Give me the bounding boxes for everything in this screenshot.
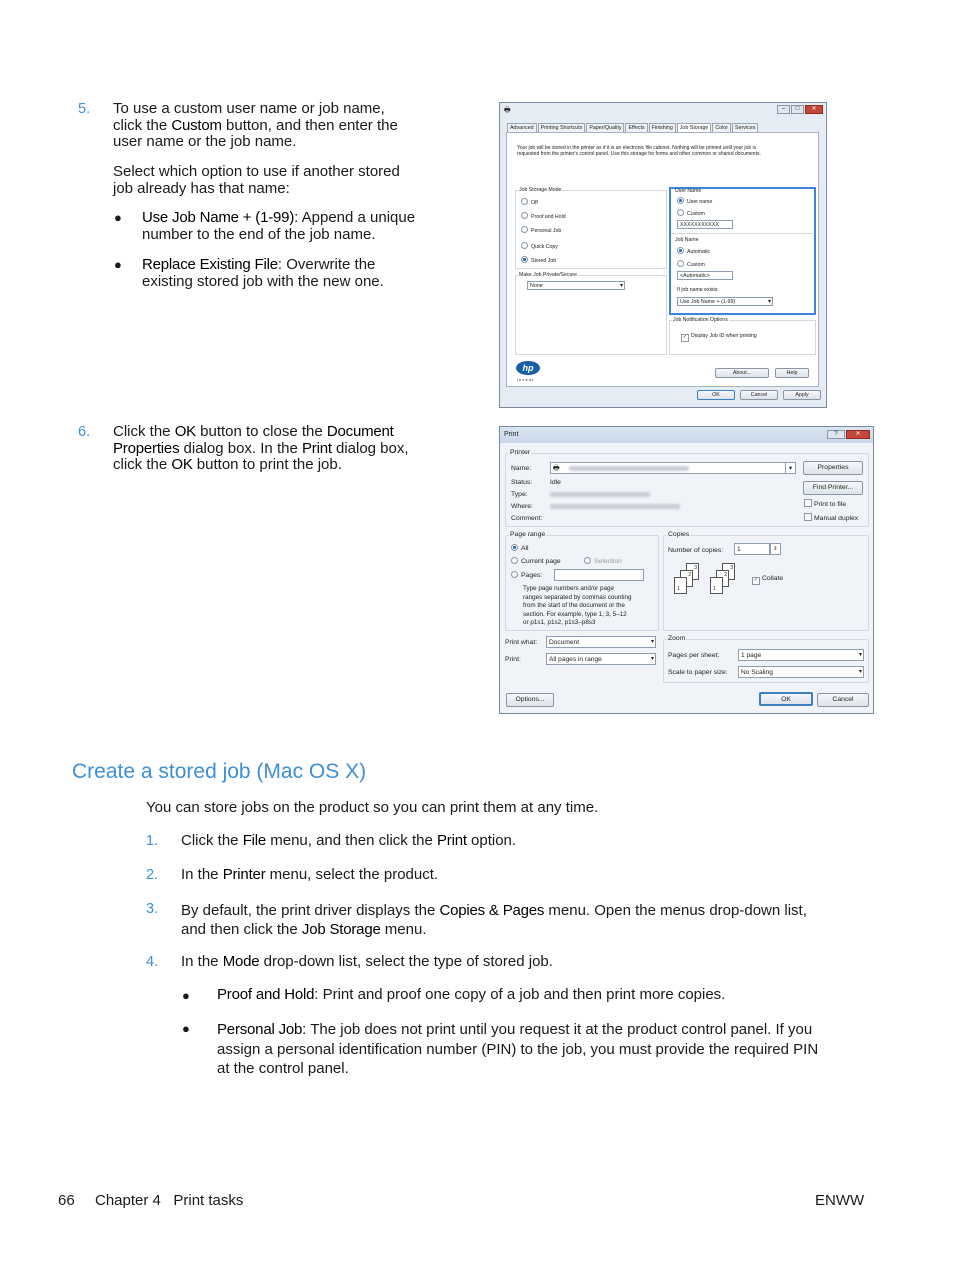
bullet-icon: ● — [182, 1021, 190, 1036]
range-current-radio[interactable]: Current page — [511, 557, 561, 565]
step-number: 4. — [146, 954, 159, 970]
tab-paper-quality[interactable]: Paper/Quality — [586, 123, 624, 132]
zoom-group: Zoom — [663, 639, 869, 683]
step-text: To use a custom user name or job name, click the Custom button, and then enter the user name or the job name. — [113, 100, 398, 150]
bullet-item: Proof and Hold: Print and proof one copy of a job and then print more copies. — [217, 986, 726, 1003]
ok-button[interactable]: OK — [759, 692, 813, 706]
user-name-label: User Name — [675, 188, 702, 194]
print-to-file-checkbox[interactable]: Print to file — [804, 499, 846, 508]
minimize-icon[interactable]: – — [777, 105, 790, 114]
collate-page-icon: 2 — [716, 570, 729, 587]
step-subtext: Select which option to use if another stored job already has that name: — [113, 163, 400, 197]
collate-page-icon: 3 — [686, 563, 699, 580]
pages-per-sheet-select[interactable]: 1 page ▾ — [738, 649, 864, 661]
bullet-icon: ● — [114, 210, 122, 225]
section-intro: You can store jobs on the product so you can print them at any time. — [146, 799, 599, 816]
scale-label: Scale to paper size: — [668, 669, 728, 676]
user-name-input[interactable]: XXXXXXXXXXX — [677, 220, 733, 229]
tab-printing-shortcuts[interactable]: Printing Shortcuts — [538, 123, 586, 132]
private-select[interactable]: None ▾ — [527, 281, 625, 290]
tab-strip — [507, 123, 758, 132]
pages-input[interactable] — [554, 569, 644, 581]
mode-off-radio[interactable]: Off — [521, 198, 538, 206]
divider — [671, 233, 813, 234]
step-number: 1. — [146, 833, 159, 849]
step-text: Click the OK button to close the Document Properties dialog box. In the Print dialog box, click the OK button to print the job. — [113, 423, 409, 473]
chevron-down-icon[interactable]: ▾ — [785, 462, 796, 474]
page-number: 66 — [58, 1192, 75, 1209]
display-job-id-checkbox[interactable]: ✓ Display Job ID when printing — [681, 333, 757, 342]
tab-advanced[interactable]: Advanced — [507, 123, 537, 132]
section-heading: Create a stored job (Mac OS X) — [72, 760, 367, 783]
copies-label: Number of copies: — [668, 547, 724, 554]
step-text: Click the File menu, and then click the Print option. — [181, 832, 517, 849]
bullet-item: Replace Existing File: Overwrite the existing stored job with the new one. — [142, 256, 384, 290]
step-text: In the Printer menu, select the product. — [181, 866, 439, 883]
private-group: Make Job Private/Secure — [515, 275, 667, 355]
step-number: 6. — [78, 424, 91, 440]
help-icon[interactable]: ? — [827, 430, 845, 439]
step-text: By default, the print driver displays the Copies & Pages menu. Open the menus drop-down list, and then click the Job Storage menu. — [181, 902, 807, 938]
print-select[interactable]: All pages in range ▾ — [546, 653, 656, 665]
job-name-label: Job Name — [675, 237, 699, 243]
range-pages-radio[interactable]: Pages: — [511, 571, 542, 579]
job-custom-radio[interactable]: Custom — [677, 260, 705, 268]
status-label: Status: — [511, 479, 533, 486]
collate-page-icon: 1 — [674, 577, 687, 594]
collate-page-icon: 1 — [710, 577, 723, 594]
page-range-group: Page range — [505, 535, 659, 631]
storage-mode-group: Job Storage Mode — [515, 190, 667, 269]
step-text: In the Mode drop-down list, select the type of stored job. — [181, 953, 553, 970]
tab-finishing[interactable]: Finishing — [649, 123, 676, 132]
where-label: Where: — [511, 503, 533, 510]
tab-job-storage[interactable]: Job Storage — [677, 123, 712, 132]
tab-effects[interactable]: Effects — [625, 123, 647, 132]
properties-button[interactable]: Properties — [803, 461, 863, 475]
collate-page-icon: 2 — [680, 570, 693, 587]
hp-logo-tagline: i n v e n t — [517, 377, 534, 382]
document-properties-screenshot — [499, 102, 827, 408]
title-bar — [500, 427, 873, 443]
hp-logo: hp — [516, 361, 540, 375]
cancel-button[interactable]: Cancel — [817, 693, 869, 707]
tab-color[interactable]: Color — [712, 123, 731, 132]
apply-button[interactable]: Apply — [783, 390, 821, 400]
cancel-button[interactable]: Cancel — [740, 390, 778, 400]
info-text: Your job will be stored in the printer as if it is an electronic file cabinet. Nothing will be printed until your job is requested from the printer's control panel. Use this storage for forms and other common or shared documents. — [517, 145, 761, 157]
status-value: Idle — [550, 479, 561, 486]
mode-quick-copy-radio[interactable]: Quick Copy — [521, 242, 558, 250]
bullet-item: Personal Job: The job does not print until you request it at the product control panel. If you assign a personal identification number (PIN) to the job, you must provide the required PIN at the control panel. — [217, 1021, 819, 1077]
manual-duplex-checkbox[interactable]: Manual duplex — [804, 513, 858, 522]
close-icon[interactable]: ✕ — [805, 105, 823, 114]
comment-label: Comment: — [511, 515, 543, 522]
scale-select[interactable]: No Scaling ▾ — [738, 666, 864, 678]
print-what-label: Print what: — [505, 639, 538, 646]
user-name-radio[interactable]: User name — [677, 197, 712, 205]
job-storage-panel — [506, 132, 819, 387]
notification-group: Job Notification Options — [669, 320, 816, 355]
about-button[interactable]: About... — [715, 368, 769, 378]
print-dialog-screenshot — [499, 426, 874, 714]
tab-services[interactable]: Services — [732, 123, 758, 132]
bullet-icon: ● — [114, 257, 122, 272]
printer-icon: 🖶 — [504, 107, 511, 114]
printer-icon: 🖶 — [553, 465, 560, 472]
options-button[interactable]: Options... — [506, 693, 554, 707]
mode-proof-hold-radio[interactable]: Proof and Hold — [521, 212, 566, 220]
window-controls — [827, 430, 870, 439]
range-all-radio[interactable]: All — [511, 544, 529, 552]
chapter-label: Chapter 4 Print tasks — [95, 1192, 244, 1209]
mode-stored-job-radio[interactable]: Stored Job — [521, 256, 556, 264]
job-automatic-radio[interactable]: Automatic — [677, 247, 710, 255]
type-value-blurred — [550, 491, 650, 498]
step-number: 3. — [146, 901, 159, 917]
window-controls — [777, 105, 823, 114]
copies-group: Copies — [663, 535, 869, 631]
collate-page-icon: 3 — [722, 563, 735, 580]
type-label: Type: — [511, 491, 528, 498]
pages-per-sheet-label: Pages per sheet: — [668, 652, 720, 659]
ui-term: Custom — [171, 116, 222, 134]
bullet-icon: ● — [182, 988, 190, 1003]
maximize-icon[interactable]: □ — [791, 105, 804, 114]
page-range-help: Type page numbers and/or page ranges separated by commas counting from the start of the document or the section. For example, type 1, 3, 5–12 or p1s1, p1s2, p1s3–p8s3 — [523, 585, 632, 626]
mode-personal-job-radio[interactable]: Personal Job — [521, 226, 561, 234]
copies-input[interactable]: 1 — [734, 543, 770, 555]
range-selection-radio[interactable]: Selection — [584, 557, 622, 565]
print-label: Print: — [505, 656, 521, 663]
printer-name-select[interactable] — [550, 462, 796, 474]
collate-checkbox[interactable]: ✓ Collate — [752, 575, 783, 585]
where-value-blurred — [550, 503, 680, 510]
close-icon[interactable]: ✕ — [846, 430, 870, 439]
print-what-select[interactable]: Document ▾ — [546, 636, 656, 648]
help-button[interactable]: Help — [775, 368, 809, 378]
bullet-item: Use Job Name + (1-99): Append a unique number to the end of the job name. — [142, 209, 416, 243]
step-number: 2. — [146, 867, 159, 883]
user-custom-radio[interactable]: Custom — [677, 209, 705, 217]
name-label: Name: — [511, 465, 532, 472]
copies-spinner-icon[interactable]: ⇕ — [770, 543, 781, 555]
job-name-input[interactable]: <Automatic> — [677, 271, 733, 280]
footer-right: ENWW — [815, 1192, 865, 1209]
step-number: 5. — [78, 101, 91, 117]
ok-button[interactable]: OK — [697, 390, 735, 400]
find-printer-button[interactable]: Find Printer... — [803, 481, 863, 495]
exists-select[interactable]: Use Job Name + (1-99) ▾ — [677, 297, 773, 306]
printer-group: Printer — [505, 453, 869, 527]
printer-name-blurred — [569, 466, 689, 471]
exists-label: If job name exists: — [677, 287, 719, 293]
dialog-title: Print — [504, 431, 519, 438]
